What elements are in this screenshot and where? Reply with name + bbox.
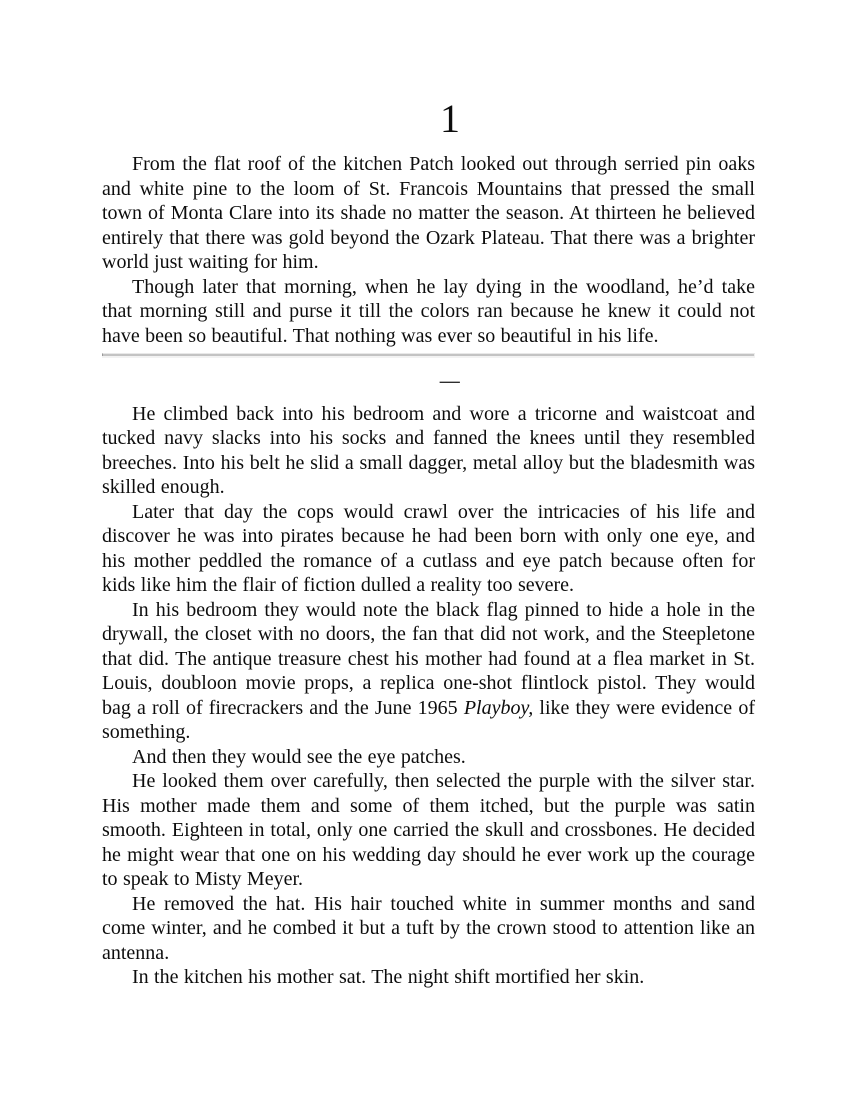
paragraph-text: In his bedroom they would note the black flag pinned to hide a hole in the drywall, the closet with no doors, the fan that did not work, and the Steepletone that did. The antique treasure chest his mother had found at a flea market in St. Louis, doubloon movie props, a replica one-shot flintlock pistol. They would bag a roll of firecrackers and the June 1965 — [102, 598, 755, 719]
paragraph: Later that day the cops would crawl over the intricacies of his life and discover he was into pirates because he had been born with only one eye, and his mother peddled the romance of a cutlass and eye patch because often for kids like him the flair of fiction dulled a reality too severe. — [102, 500, 755, 596]
paragraph: And then they would see the eye patches. — [132, 745, 466, 768]
chapter-number: 1 — [440, 96, 460, 141]
paragraph-closing: In the kitchen his mother sat. The night shift mortified her skin. — [132, 966, 645, 988]
paragraph-text: like they were evidence of something. — [102, 696, 755, 743]
italic-magazine-title: Playboy, — [463, 696, 534, 719]
scene-break-mark: — — [439, 370, 461, 392]
scene-break-rule — [102, 353, 755, 356]
paragraph: He climbed back into his bedroom and wore a tricorne and waistcoat and tucked navy slacks into his socks and fanned the knees until they resembled breeches. Into his belt he slid a small dagger, metal alloy but the bladesmith was skilled enough. — [102, 402, 755, 498]
paragraph: Though later that morning, when he lay dying in the woodland, he’d take that morning still and purse it till the colors ran because he knew it could not have been so beautiful. That nothing was ever so beautiful in his life. — [102, 275, 755, 347]
paragraph-opening: From the flat roof of the kitchen Patch looked out through serried pin oaks and white pine to the loom of St. Francois Mountains that pressed the small town of Monta Clare into its shade no matter the season. At thirteen he believed entirely that there was gold beyond the Ozark Plateau. That there was a brighter world just waiting for him. — [102, 153, 755, 273]
paragraph: He looked them over carefully, then selected the purple with the silver star. His mother made them and some of them itched, but the purple was satin smooth. Eighteen in total, only one carried the skull and crossbones. He decided he might wear that one on his wedding day should he ever work up the courage to speak to Misty Meyer. — [102, 770, 755, 890]
paragraph — [102, 598, 755, 745]
paragraph: He removed the hat. His hair touched white in summer months and sand come winter, and he combed it but a tuft by the crown stood to attention like an antenna. — [102, 892, 755, 964]
